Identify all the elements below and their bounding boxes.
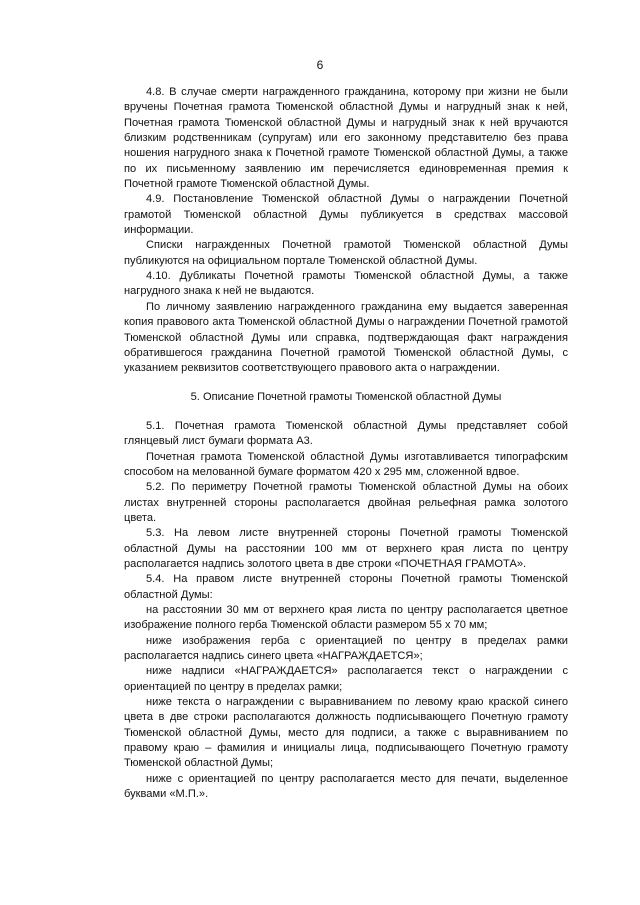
paragraph-lists-publication: Списки награжденных Почетной грамотой Тюменской областной Думы публикуются на официальном портале Тюменской областной Думы. <box>124 239 568 267</box>
paragraph-copy-request: По личному заявлению награжденного гражданина ему выдается заверенная копия правового акта Тюменской областной Думы о награждении Почетной грамотой Тюменской областной Думы или справка, подтверждающая факт награждения обратившегося гражданина Почетной грамотой Тюменской областной Думы, с указанием реквизитов соответствующего правового акта о награждении. <box>124 300 568 375</box>
paragraph-5-1: 5.1. Почетная грамота Тюменской областной Думы представляет собой глянцевый лист бумаги формата А3. <box>124 419 568 448</box>
paragraph-4-8: 4.8. В случае смерти награжденного гражданина, которому при жизни не были вручены Почетная грамота Тюменской областной Думы и нагрудный знак к ней, Почетная грамота Тюменской областной Думы и нагрудный знак к ней вручаются близким родственникам (супругам) или его законному представителю без права ношения нагрудного знака к Почетной грамоте Тюменской областной Думы, а также по их письменному заявлению им перечисляется единовременная премия к Почетной грамоте Тюменской областной Думы. <box>124 86 568 191</box>
paragraph-coat-of-arms: на расстоянии 30 мм от верхнего края листа по центру располагается цветное изображение полного герба Тюменской области размером 55 х 70 мм; <box>124 604 568 632</box>
section-heading: 5. Описание Почетной грамоты Тюменской областной Думы <box>190 390 502 403</box>
paragraph-award-text: ниже надписи «НАГРАЖДАЕТСЯ» располагается текст о награждении с ориентацией по центру в пределах рамки; <box>124 665 568 693</box>
document-body <box>124 85 568 802</box>
paragraph-5-3: 5.3. На левом листе внутренней стороны Почетной грамоты Тюменской областной Думы на расстоянии 100 мм от верхнего края листа по центру располагается надпись золотого цвета в две строки «ПОЧЕТНАЯ ГРАМОТА». <box>124 527 568 570</box>
page-number: 6 <box>316 58 324 72</box>
paragraph-4-9: 4.9. Постановление Тюменской областной Думы о награждении Почетной грамотой Тюменской областной Думы публикуется в средствах массовой информации. <box>124 193 568 237</box>
paragraph-5-2: 5.2. По периметру Почетной грамоты Тюменской областной Думы на обоих листах внутренней стороны располагается двойная рельефная рамка золотого цвета. <box>124 481 568 524</box>
paragraph-4-10: 4.10. Дубликаты Почетной грамоты Тюменской областной Думы, а также нагрудного знака к ней не выдаются. <box>124 270 568 298</box>
paragraph-stamp-place: ниже с ориентацией по центру располагается место для печати, выделенное буквами «М.П.». <box>124 772 568 801</box>
paragraph-5-4: 5.4. На правом листе внутренней стороны Почетной грамоты Тюменской областной Думы: <box>124 573 568 601</box>
paragraph-format: Почетная грамота Тюменской областной Думы изготавливается типографским способом на мелованной бумаге форматом 420 х 295 мм, сложенной вдвое. <box>124 450 568 478</box>
paragraph-signatory: ниже текста о награждении с выравниванием по левому краю краской синего цвета в две строки располагаются должность подписывающего Почетную грамоту Тюменской областной Думы, место для подписи, а также с выравниванием по правому краю – фамилия и инициалы лица, подписывающего Почетную грамоту Тюменской областной Думы; <box>124 696 568 770</box>
paragraph-awarded-label: ниже изображения герба с ориентацией по центру в пределах рамки располагается надпись синего цвета «НАГРАЖДАЕТСЯ»; <box>124 634 568 663</box>
